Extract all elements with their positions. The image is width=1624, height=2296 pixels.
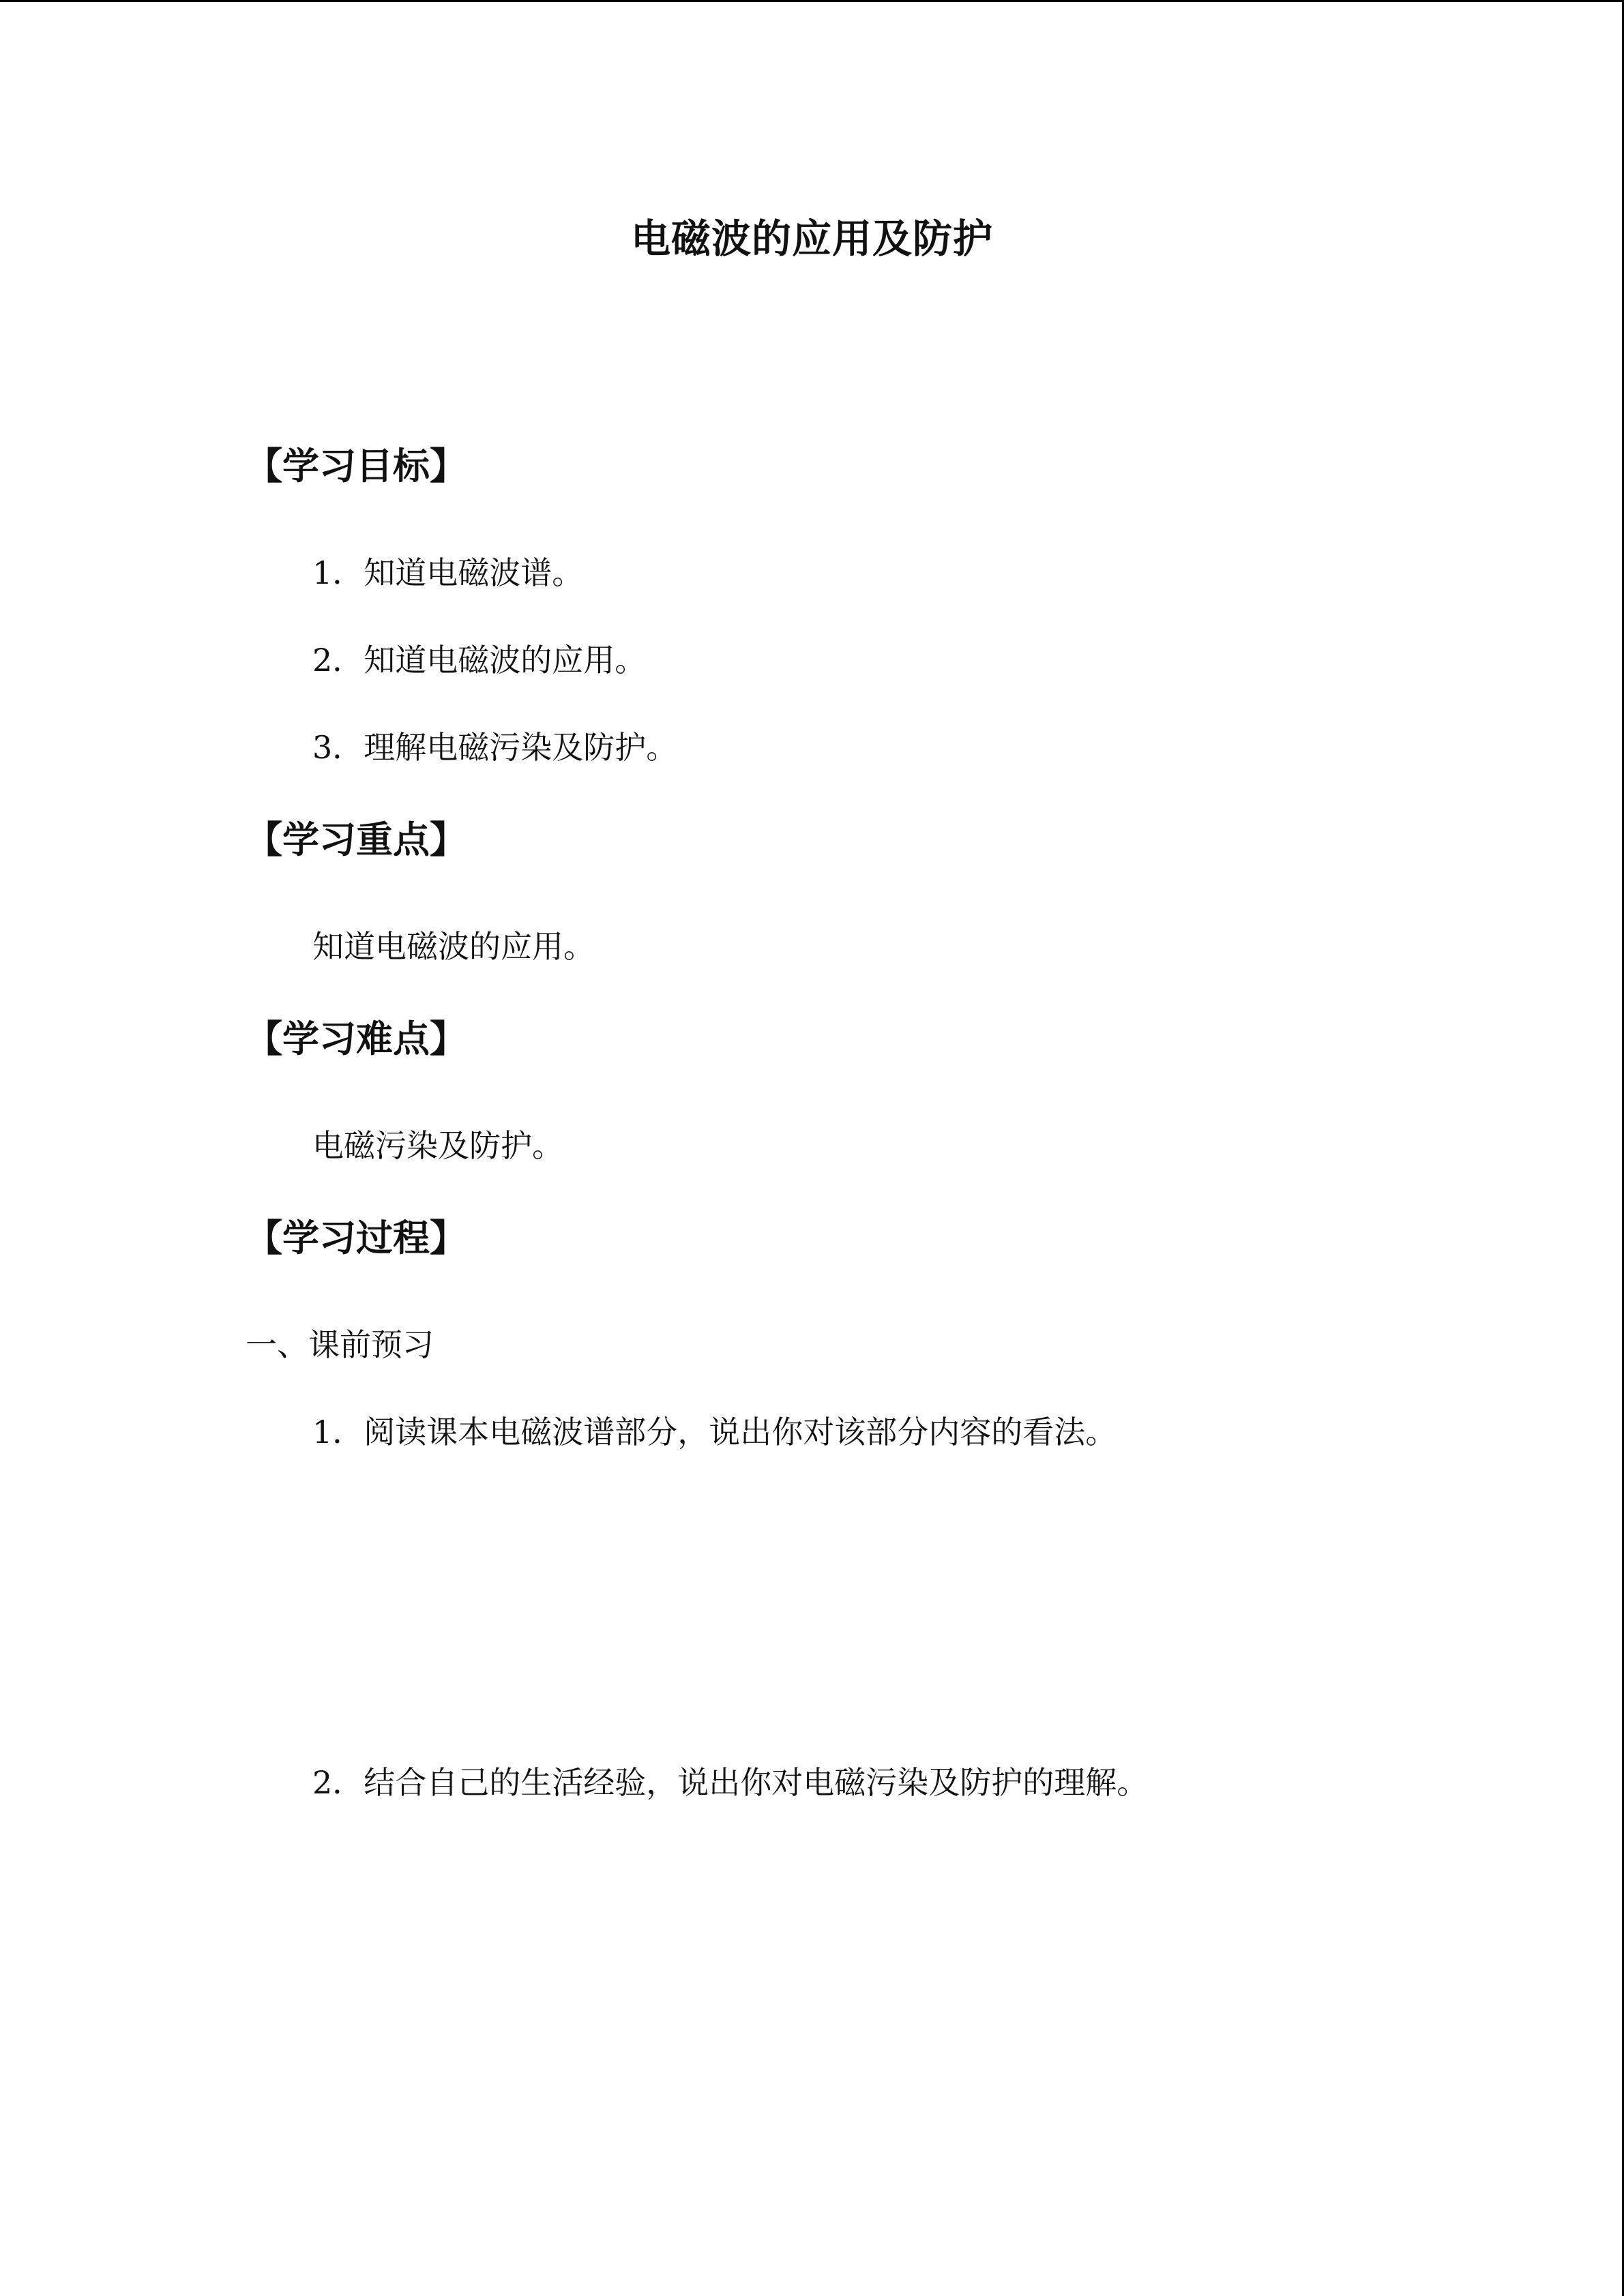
section-heading-difficulties: 【学习难点】: [246, 1017, 467, 1060]
objective-item-2: 2．知道电磁波的应用。: [312, 642, 647, 679]
section-heading-key-points: 【学习重点】: [246, 818, 467, 861]
key-points-text: 知道电磁波的应用。: [312, 928, 595, 965]
process-subheading: 一、课前预习: [246, 1326, 434, 1363]
section-heading-objectives: 【学习目标】: [246, 444, 467, 488]
difficulties-text: 电磁污染及防护。: [312, 1127, 563, 1164]
page-title: 电磁波的应用及防护: [630, 215, 993, 262]
process-item-2: 2．结合自己的生活经验，说出你对电磁污染及防护的理解。: [312, 1764, 1149, 1801]
objective-item-1: 1．知道电磁波谱。: [312, 554, 584, 591]
process-item-1: 1．阅读课本电磁波谱部分，说出你对该部分内容的看法。: [312, 1414, 1117, 1450]
objective-item-3: 3．理解电磁污染及防护。: [312, 729, 678, 766]
page-border-top: [0, 0, 1624, 2]
section-heading-process: 【学习过程】: [246, 1216, 467, 1259]
